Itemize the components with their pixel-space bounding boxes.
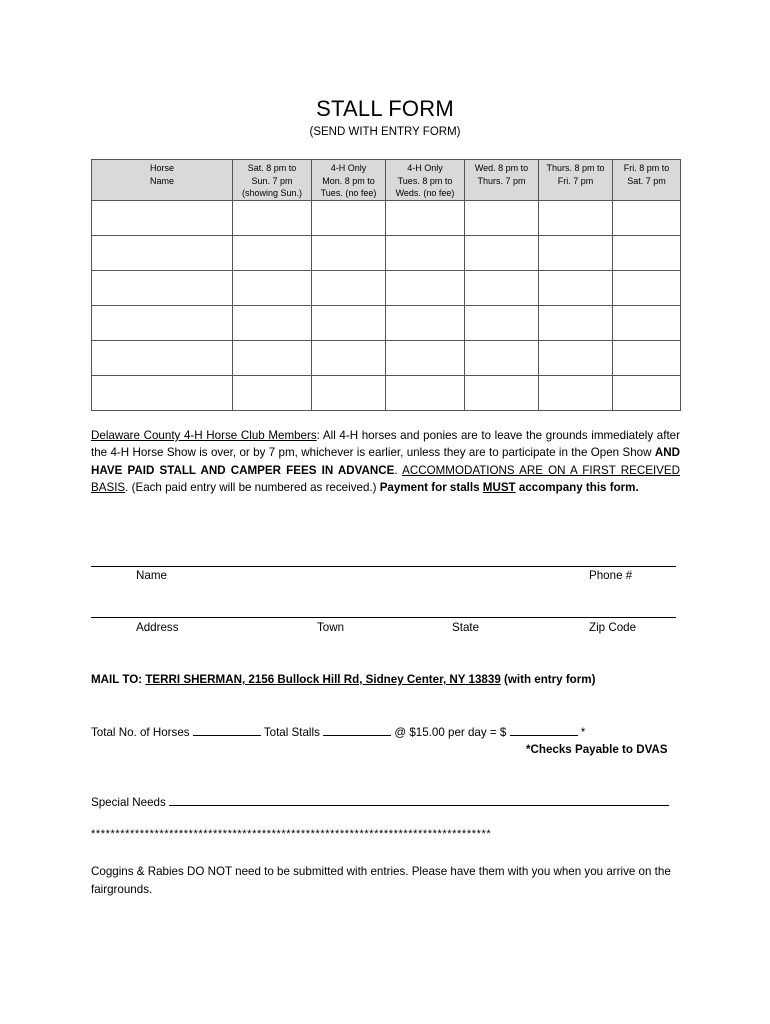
stall-cell[interactable] xyxy=(465,235,539,270)
stall-cell[interactable] xyxy=(312,270,386,305)
members-heading: Delaware County 4-H Horse Club Members xyxy=(91,429,317,442)
total-horses-field[interactable] xyxy=(193,724,261,736)
town-label: Town xyxy=(317,621,345,634)
total-horses-label: Total No. of Horses xyxy=(91,726,193,739)
stall-cell[interactable] xyxy=(312,200,386,235)
special-needs-row xyxy=(91,794,669,809)
header-wed-thurs: Wed. 8 pm to Thurs. 7 pm xyxy=(465,160,539,201)
stall-cell[interactable] xyxy=(233,375,312,410)
phone-label: Phone # xyxy=(589,569,633,582)
header-horse-name: Horse Name xyxy=(92,160,233,201)
payment-notice xyxy=(380,481,639,494)
mail-suffix: (with entry form) xyxy=(500,673,596,686)
stall-cell[interactable] xyxy=(539,340,613,375)
checks-payable-note: *Checks Payable to DVAS xyxy=(526,743,668,756)
stall-cell[interactable] xyxy=(92,200,233,235)
stall-table-header xyxy=(92,160,681,201)
total-stalls-field[interactable] xyxy=(323,724,391,736)
stall-row xyxy=(92,235,681,270)
mail-label: MAIL TO: xyxy=(91,673,146,686)
special-needs-field[interactable] xyxy=(169,794,669,806)
totals-row xyxy=(91,724,585,739)
stall-table xyxy=(91,159,681,411)
stall-cell[interactable] xyxy=(539,375,613,410)
numbering-note: . (Each paid entry will be numbered as received.) xyxy=(125,481,380,495)
stall-cell[interactable] xyxy=(312,340,386,375)
stall-cell[interactable] xyxy=(386,375,465,410)
special-needs-label: Special Needs xyxy=(91,796,169,809)
stall-row xyxy=(92,270,681,305)
instructions-separator: . xyxy=(394,463,403,477)
stall-cell[interactable] xyxy=(465,375,539,410)
stall-cell[interactable] xyxy=(233,270,312,305)
stall-cell[interactable] xyxy=(386,235,465,270)
stall-cell[interactable] xyxy=(613,270,681,305)
stall-cell[interactable] xyxy=(465,340,539,375)
stall-cell[interactable] xyxy=(92,270,233,305)
coggins-note: Coggins & Rabies DO NOT need to be submitted with entries. Please have them with you when you arrive on the fairgrounds. xyxy=(91,865,671,896)
stall-cell[interactable] xyxy=(312,305,386,340)
amount-star: * xyxy=(577,726,586,739)
name-label: Name xyxy=(136,569,167,582)
total-stalls-label: Total Stalls xyxy=(260,726,324,739)
stall-cell[interactable] xyxy=(92,340,233,375)
address-line[interactable] xyxy=(91,617,676,618)
zip-label: Zip Code xyxy=(589,621,637,634)
stall-cell[interactable] xyxy=(92,375,233,410)
form-subtitle: (SEND WITH ENTRY FORM) xyxy=(309,126,461,138)
mail-address: TERRI SHERMAN, 2156 Bullock Hill Rd, Sidney Center, NY 13839 xyxy=(145,673,501,686)
stall-cell[interactable] xyxy=(613,340,681,375)
stall-cell[interactable] xyxy=(233,305,312,340)
star-divider: ********************************************************************************** xyxy=(91,828,492,840)
stall-row xyxy=(92,305,681,340)
stall-cell[interactable] xyxy=(233,340,312,375)
mail-to xyxy=(91,673,595,686)
stall-cell[interactable] xyxy=(613,235,681,270)
stall-cell[interactable] xyxy=(233,200,312,235)
stall-cell[interactable] xyxy=(613,305,681,340)
stall-cell[interactable] xyxy=(613,375,681,410)
header-sat-sun: Sat. 8 pm to Sun. 7 pm (showing Sun.) xyxy=(233,160,312,201)
stall-cell[interactable] xyxy=(233,235,312,270)
accommodations-notice: ACCOMMODATIONS ARE ON A FIRST RECEIVED BASIS xyxy=(91,463,681,495)
stall-cell[interactable] xyxy=(613,200,681,235)
stall-cell[interactable] xyxy=(465,200,539,235)
stall-cell[interactable] xyxy=(386,340,465,375)
stall-cell[interactable] xyxy=(465,270,539,305)
advance-fee-notice: AND HAVE PAID STALL AND CAMPER FEES IN ADVANCE xyxy=(91,446,680,477)
stall-cell[interactable] xyxy=(539,305,613,340)
header-fri-sat: Fri. 8 pm to Sat. 7 pm xyxy=(613,160,681,201)
stall-cell[interactable] xyxy=(92,235,233,270)
header-thurs-fri: Thurs. 8 pm to Fri. 7 pm xyxy=(539,160,613,201)
instructions-text: : All 4-H horses and ponies are to leave the grounds immediately after the 4-H Horse Show is over, or by 7 pm, whichever is earlier, unless they are to participate in the Open Show xyxy=(91,429,680,460)
stall-cell[interactable] xyxy=(386,270,465,305)
state-label: State xyxy=(452,621,480,634)
stall-cell[interactable] xyxy=(386,200,465,235)
stall-cell[interactable] xyxy=(465,305,539,340)
payment-must: MUST xyxy=(482,481,516,495)
stall-cell[interactable] xyxy=(539,200,613,235)
stall-cell[interactable] xyxy=(539,270,613,305)
stall-row xyxy=(92,340,681,375)
rate-label: @ $15.00 per day = $ xyxy=(391,726,510,739)
stall-row xyxy=(92,200,681,235)
payment-pre: Payment for stalls xyxy=(379,481,483,495)
stall-cell[interactable] xyxy=(312,235,386,270)
header-mon-tues: 4-H Only Mon. 8 pm to Tues. (no fee) xyxy=(312,160,386,201)
instructions-paragraph xyxy=(91,427,680,497)
header-tues-weds: 4-H Only Tues. 8 pm to Weds. (no fee) xyxy=(386,160,465,201)
stall-cell[interactable] xyxy=(386,305,465,340)
name-phone-line[interactable] xyxy=(91,566,676,567)
stall-row xyxy=(92,375,681,410)
stall-cell[interactable] xyxy=(539,235,613,270)
total-amount-field[interactable] xyxy=(510,724,578,736)
form-title: STALL FORM xyxy=(316,96,454,121)
stall-cell[interactable] xyxy=(312,375,386,410)
payment-post: accompany this form. xyxy=(515,481,639,495)
address-label: Address xyxy=(136,621,179,634)
stall-cell[interactable] xyxy=(92,305,233,340)
